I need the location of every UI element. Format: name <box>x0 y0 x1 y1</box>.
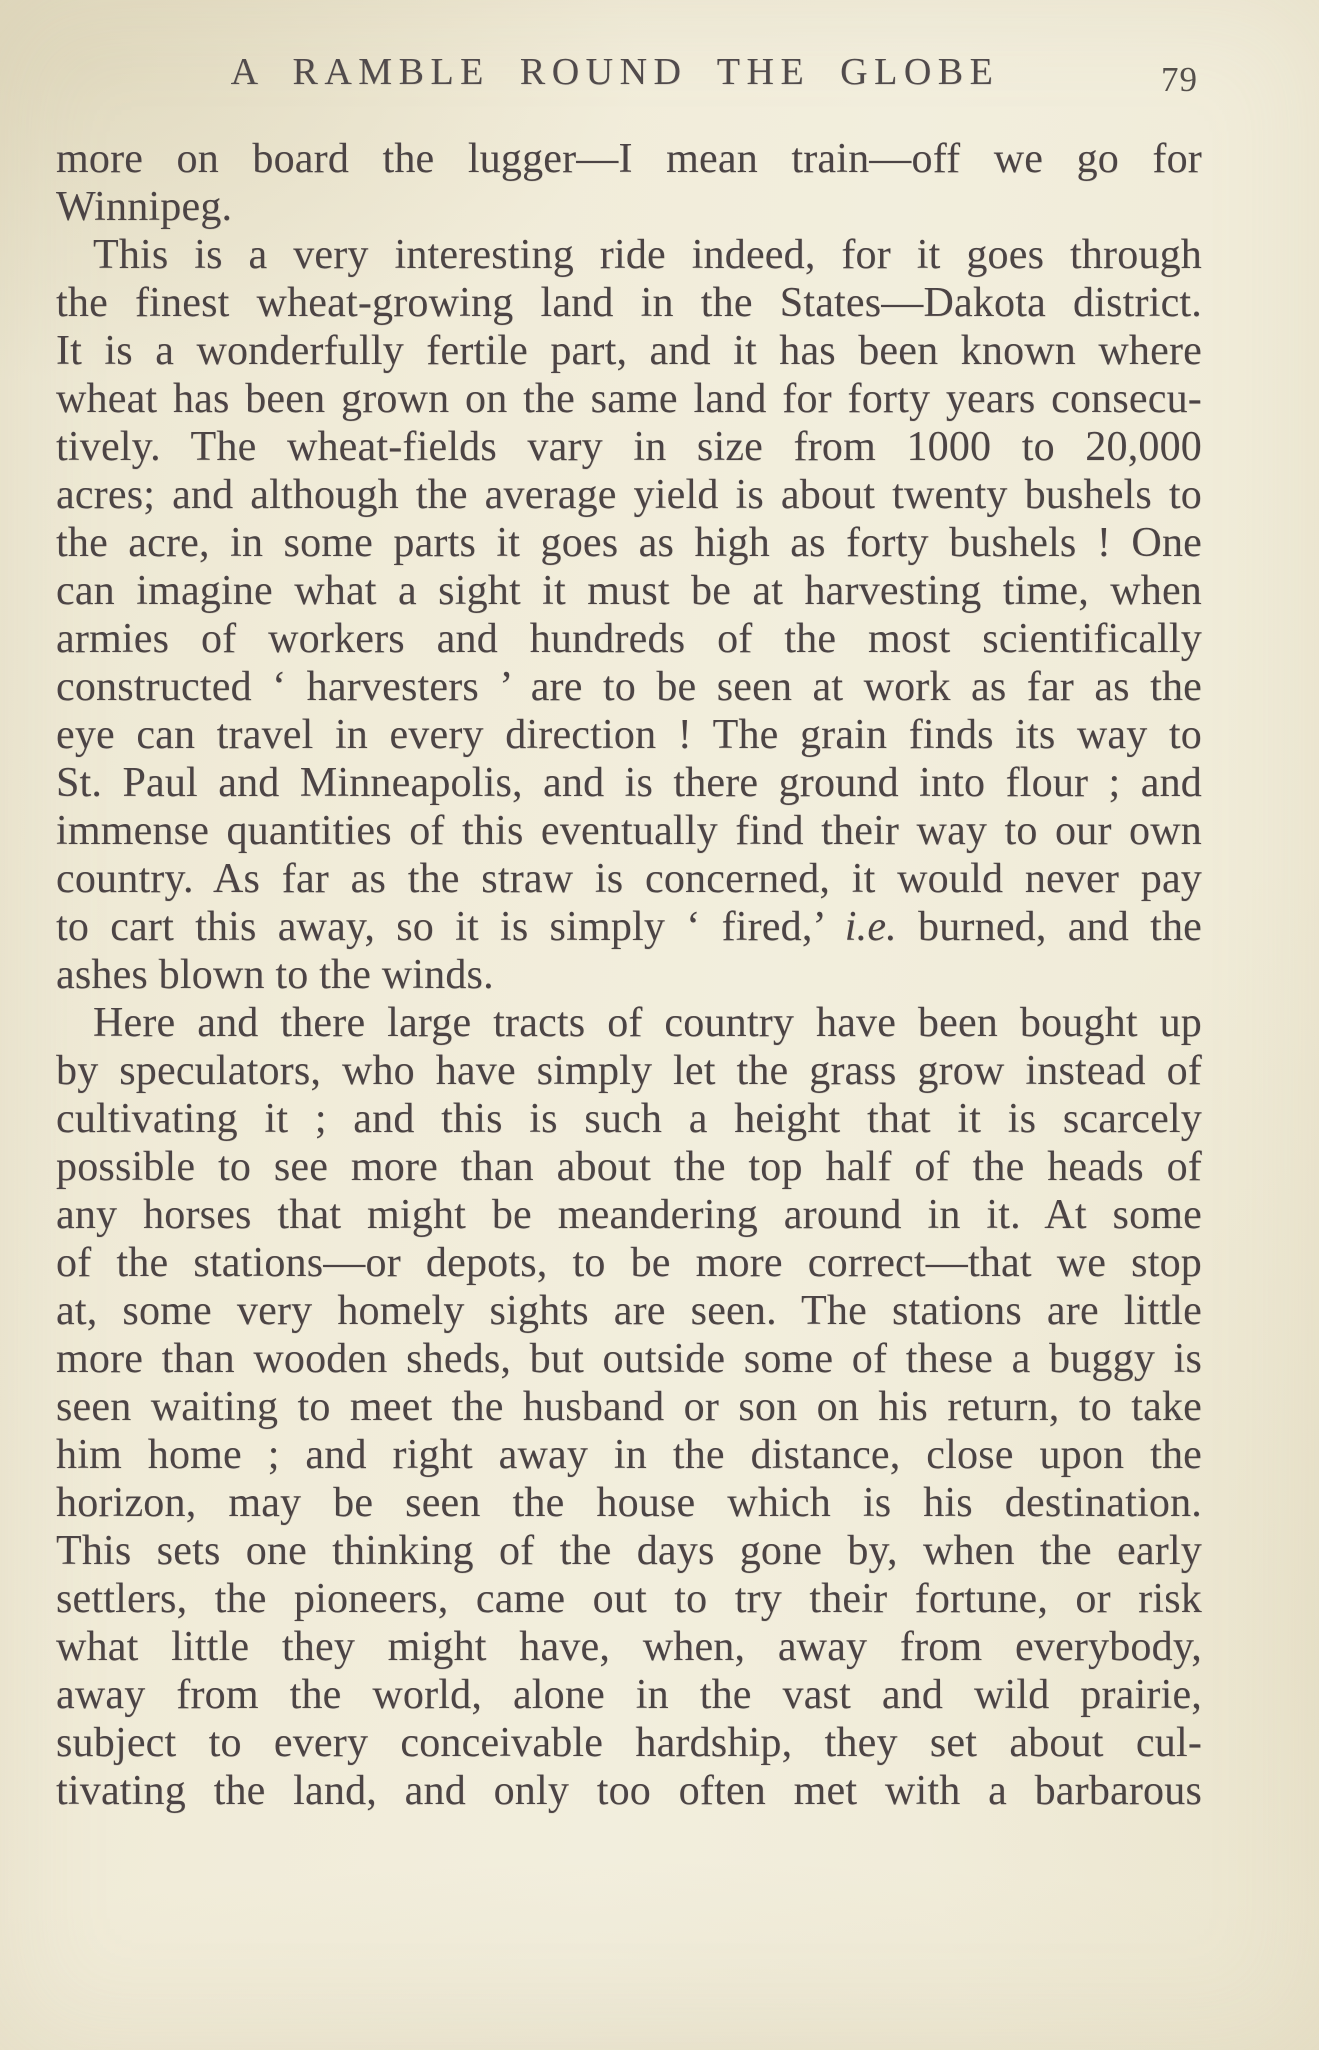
text-line: cultivating it ; and this is such a height that it is scarcely <box>56 1096 1202 1142</box>
text-line: what little they might have, when, away from everybody, <box>56 1624 1202 1670</box>
text-line: away from the world, alone in the vast and wild prairie, <box>56 1672 1202 1718</box>
text-line: Here and there large tracts of country have been bought up <box>93 1000 1202 1046</box>
text-line: acres; and although the average yield is about twenty bushels to <box>56 472 1202 518</box>
text-line: constructed ‘ harvesters ’ are to be seen at work as far as the <box>56 664 1202 710</box>
paragraph <box>56 231 1202 999</box>
text-line: horizon, may be seen the house which is his destination. <box>56 1480 1202 1526</box>
text-line: eye can travel in every direction ! The grain finds its way to <box>56 712 1202 758</box>
text-line: subject to every conceivable hardship, they set about cul- <box>56 1720 1202 1766</box>
text-line: ashes blown to the winds. <box>56 952 494 998</box>
text-line: at, some very homely sights are seen. The stations are little <box>56 1288 1202 1334</box>
text-line: any horses that might be meandering around in it. At some <box>56 1192 1202 1238</box>
text-line: St. Paul and Minneapolis, and is there ground into flour ; and <box>56 760 1202 806</box>
paragraph <box>56 999 1202 1815</box>
paragraph <box>56 135 1202 231</box>
page-text <box>56 135 1202 1815</box>
text-line: tively. The wheat-fields vary in size from 1000 to 20,000 <box>56 424 1202 470</box>
text-line: possible to see more than about the top half of the heads of <box>56 1144 1202 1190</box>
page-number: 79 <box>1161 60 1198 99</box>
text-line: the finest wheat-growing land in the States—Dakota district. <box>56 280 1202 326</box>
text-line: Winnipeg. <box>56 184 233 230</box>
text-line: more on board the lugger—I mean train—off we go for <box>56 136 1202 182</box>
text-line: immense quantities of this eventually find their way to our own <box>56 808 1202 854</box>
text-line: of the stations—or depots, to be more correct—that we stop <box>56 1240 1202 1286</box>
text-line: to cart this away, so it is simply ‘ fired,’ i.e. burned, and the <box>56 904 1202 950</box>
page-header <box>56 50 1202 112</box>
text-line: the acre, in some parts it goes as high as forty bushels ! One <box>56 520 1202 566</box>
text-line: armies of workers and hundreds of the most scientifically <box>56 616 1202 662</box>
text-line: country. As far as the straw is concerned, it would never pay <box>56 856 1202 902</box>
text-line: wheat has been grown on the same land for forty years consecu- <box>56 376 1202 422</box>
text-line: him home ; and right away in the distance, close upon the <box>56 1432 1202 1478</box>
text-line: It is a wonderfully fertile part, and it has been known where <box>56 328 1202 374</box>
text-line: This sets one thinking of the days gone by, when the early <box>56 1528 1202 1574</box>
text-line: can imagine what a sight it must be at harvesting time, when <box>56 568 1202 614</box>
text-line: by speculators, who have simply let the grass grow instead of <box>56 1048 1202 1094</box>
text-line: seen waiting to meet the husband or son on his return, to take <box>56 1384 1202 1430</box>
text-line: settlers, the pioneers, came out to try their fortune, or risk <box>56 1576 1202 1622</box>
text-line: tivating the land, and only too often met with a barbarous <box>56 1768 1202 1814</box>
running-header-title: A RAMBLE ROUND THE GLOBE <box>230 51 1000 93</box>
text-line: more than wooden sheds, but outside some of these a buggy is <box>56 1336 1202 1382</box>
text-line: This is a very interesting ride indeed, for it goes through <box>93 232 1202 278</box>
